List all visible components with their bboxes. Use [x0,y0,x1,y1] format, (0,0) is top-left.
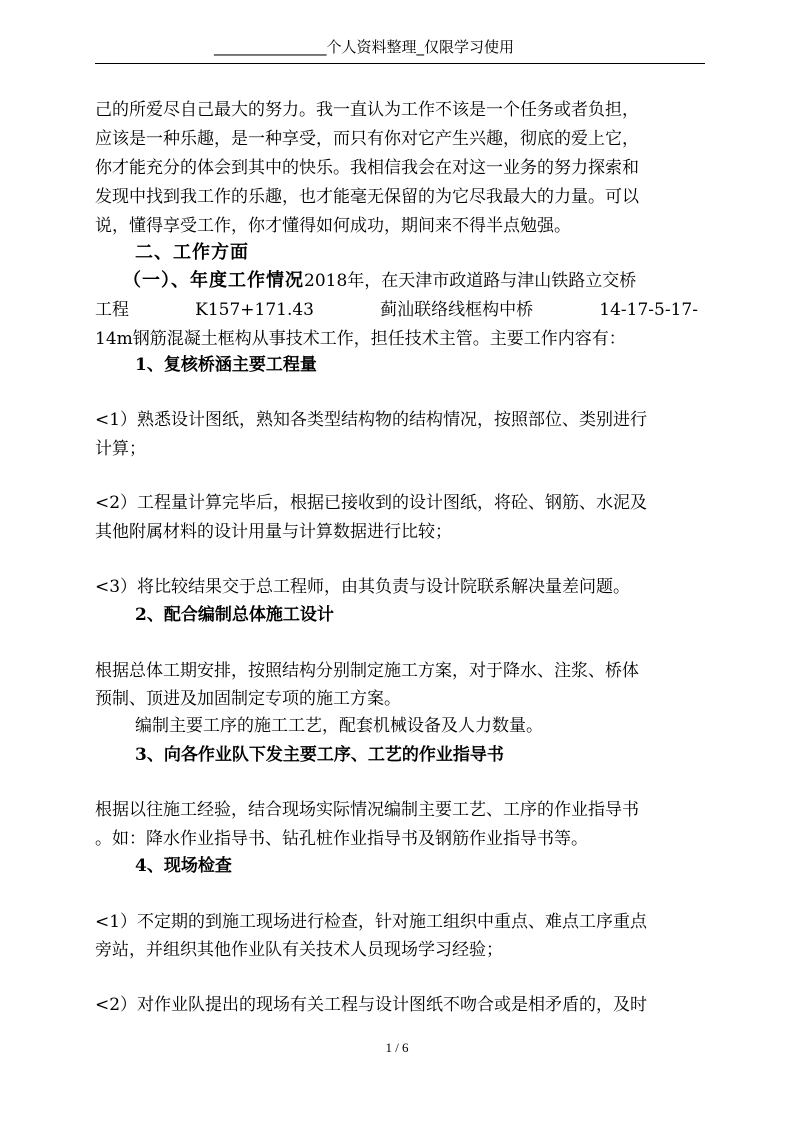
paragraph-line: 根据以往施工经验，结合现场实际情况编制主要工艺、工序的作业指导书 [95,800,639,820]
paragraph-line: 其他附属材料的设计用量与计算数据进行比较； [95,522,452,542]
paragraph-line: 你才能充分的体会到其中的快乐。我相信我会在对这一业务的努力探索和 [95,158,639,178]
paragraph-line: 发现中找到我工作的乐趣，也才能毫无保留的为它尽我最大的力量。可以 [95,187,639,207]
item-heading: 1、复核桥涵主要工程量 [135,355,317,375]
subsection-line [123,271,636,291]
item-heading: 2、配合编制总体施工设计 [135,605,334,625]
paragraph-line: 预制、顶进及加固制定专项的施工方案。 [95,689,401,709]
paragraph-line: <1）不定期的到施工现场进行检查，针对施工组织中重点、难点工序重点 [95,912,648,932]
project-line [95,300,698,320]
paragraph-line: 根据总体工期安排，按照结构分别制定施工方案，对于降水、注浆、桥体 [95,661,639,681]
item-heading: 4、现场检查 [135,856,232,876]
header-rule [95,63,705,64]
project-word: 工程 [95,300,129,320]
paragraph-line: 计算； [95,439,146,459]
paragraph-line: <2）对作业队提出的现场有关工程与设计图纸不吻合或是相矛盾的，及时 [95,995,648,1015]
paragraph-line: <3）将比较结果交于总工程师，由其负责与设计院联系解决量差问题。 [95,577,631,597]
project-mileage: K157+171.43 [195,300,315,320]
project-span: 14-17-5-17- [599,300,698,320]
paragraph-line: 己的所爱尽自己最大的努力。我一直认为工作不该是一个任务或者负担， [95,100,639,120]
paragraph-line: 。如：降水作业指导书、钻孔桩作业指导书及钢筋作业指导书等。 [95,829,588,849]
paragraph-line: 说，懂得享受工作，你才懂得如何成功，期间来不得半点勉强。 [95,216,571,236]
subsection-heading: （一）、年度工作情况 [123,270,304,291]
paragraph-line: <2）工程量计算完毕后，根据已接收到的设计图纸，将砼、钢筋、水泥及 [95,493,648,513]
page-header: _______________个人资料整理_仅限学习使用 [214,38,515,56]
item-heading: 3、向各作业队下发主要工序、工艺的作业指导书 [135,745,504,765]
paragraph-line: 旁站，并组织其他作业队有关技术人员现场学习经验； [95,940,503,960]
project-name: 蓟汕联络线框构中桥 [380,300,534,320]
section-heading: 二、工作方面 [135,242,249,263]
page-number: 1 / 6 [385,1040,409,1055]
paragraph-line: <1）熟悉设计图纸，熟知各类型结构物的结构情况，按照部位、类别进行 [95,410,648,430]
subsection-text: 2018年，在天津市政道路与津山铁路立交桥 [304,271,637,291]
paragraph-line: 编制主要工序的施工工艺，配套机械设备及人力数量。 [135,716,543,736]
paragraph-line: 14m钢筋混凝土框构从事技术工作，担任技术主管。主要工作内容有： [95,329,626,349]
paragraph-line: 应该是一种乐趣，是一种享受，而只有你对它产生兴趣，彻底的爱上它， [95,129,639,149]
